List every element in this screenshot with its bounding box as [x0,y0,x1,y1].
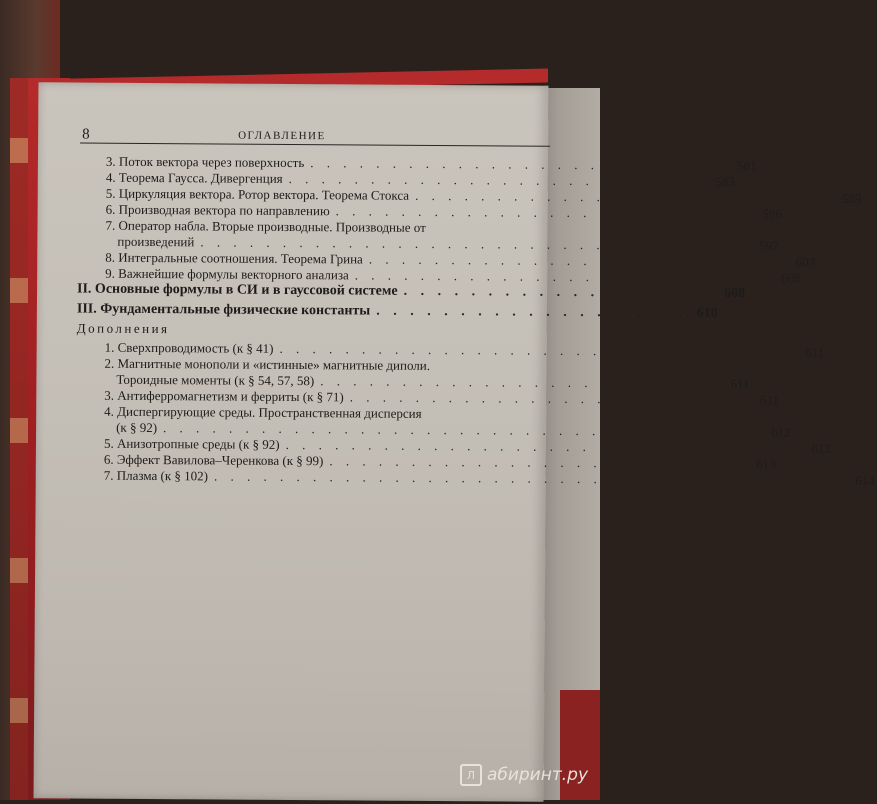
toc-entry-page: 589 [841,190,862,206]
labirint-logo-icon: Л [460,764,482,786]
leader-dots: . . . . . . . . . . . . . . . . . . . [376,303,691,321]
supplement-page: 613 [756,456,776,472]
appendix-title: III. Фундаментальные физические константы [76,301,371,319]
leader-dots: . . . . . . . . . . . . . . . . . . . . . . . . . . [335,203,757,222]
supplement-title: 3. Антиферромагнетизм и ферриты (к § 71) [104,387,344,405]
leader-dots: . . . . . . . . . . . . . . . . . . . . . . . . . . [310,155,732,174]
leader-dots: . . . . . . . . . . . . . . . . . . . . . . . . . . [368,251,790,270]
watermark [460,764,588,786]
toc-entry-page: 581 [737,158,757,174]
leader-dots: . . . . . . . . . . . . . . . . . . . . . . . . . . [354,267,776,286]
supplement-page: 612 [771,424,791,440]
toc-entry-title: 4. Теорема Гаусса. Дивергенция [105,169,283,186]
toc-entry-page: 606 [781,270,802,286]
toc-entry-title: 6. Производная вектора по направлению [105,201,330,219]
supplement-title: 6. Эффект Вавилова–Черенкова (к § 99) [103,451,324,469]
book-page [34,82,875,802]
supplement-title: 2. Магнитные монополи и «истинные» магнитные диполи. [104,355,431,373]
watermark-text: абиринт.ру [486,765,588,785]
appendix-page: 608 [724,286,746,302]
toc-entry-page: 596 [762,206,782,222]
supplement-page: 611 [805,344,825,360]
leader-dots: . . . . . . . . . . . . . . . . . . . . . . . . . . [415,187,836,206]
supplement-continuation: (к § 92) [116,419,158,436]
supplement-page: 611 [730,376,750,392]
toc-entry-page: 603 [795,254,816,270]
appendix-page: 610 [696,305,718,321]
leader-dots: . . . . . . . . . . . . . . . . . . . . . . . . . . . . . . . . [279,340,800,360]
supplement-entry [103,467,875,489]
supplement-page: 613 [811,440,831,456]
running-head: ОГЛАВЛЕНИЕ [238,129,326,143]
leader-dots: . . . . . . . . . . . . . . . . . . . . . . . . . . . . . . . . . . . . . [163,420,766,440]
supplement-continuation: Тороидные моменты (к § 54, 57, 58) [116,371,315,389]
toc-entry [117,233,779,254]
supplements-label: Дополнения [76,320,170,337]
leader-dots: . . . . . . . . . . . . . . . . . . . [403,283,719,301]
supplement-title: 4. Диспергирующие среды. Пространственная дисперсия [104,403,422,421]
leader-dots: . . . . . . . . . . . . . . . . . . . . . . . . . . . . . . . . . . . . . . . [213,468,850,488]
supplement-title: 1. Сверхпроводимость (к § 41) [104,339,274,356]
header-rule [80,143,550,147]
leader-dots: . . . . . . . . . . . . . . . . . . . . . . . . . . [329,453,751,472]
page-number: 8 [82,126,90,143]
appendix-entry [77,281,746,302]
toc-entry-title: 3. Поток вектора через поверхность [105,153,305,171]
leader-dots: . . . . . . . . . . . . . . . . . . . . . . . . . [320,373,725,392]
toc-entry-page: 597 [759,238,779,254]
leader-dots: . . . . . . . . . . . . . . . . . . . . . . . . . . . . . . . . [285,436,806,456]
toc-entry-title: 7. Оператор набла. Вторые производные. Производные от [105,217,426,235]
toc-entry-title: 9. Важнейшие формулы векторного анализа [105,265,349,283]
toc-entry-continuation: произведений [117,233,195,250]
supplement-title: 7. Плазма (к § 102) [103,467,209,484]
supplement-page: 614 [855,472,875,489]
appendix-title: II. Основные формулы в СИ и в гауссовой системе [77,281,398,299]
toc-entry-title: 8. Интегральные соотношения. Теорема Грина [105,249,363,267]
leader-dots: . . . . . . . . . . . . . . . . . . . . . . . . . . [288,170,710,189]
supplement-page: 611 [759,392,780,408]
toc-entry-title: 5. Циркуляция вектора. Ротор вектора. Теорема Стокса [105,185,410,203]
appendix-entry [76,301,718,321]
leader-dots: . . . . . . . . . . . . . . . . . . . . . . . . . . . . . . . . . . [200,234,754,254]
leader-dots: . . . . . . . . . . . . . . . . . . . . . . . . . [349,389,755,408]
toc-entry-page: 583 [715,173,735,190]
supplement-title: 5. Анизотропные среды (к § 92) [103,435,280,452]
